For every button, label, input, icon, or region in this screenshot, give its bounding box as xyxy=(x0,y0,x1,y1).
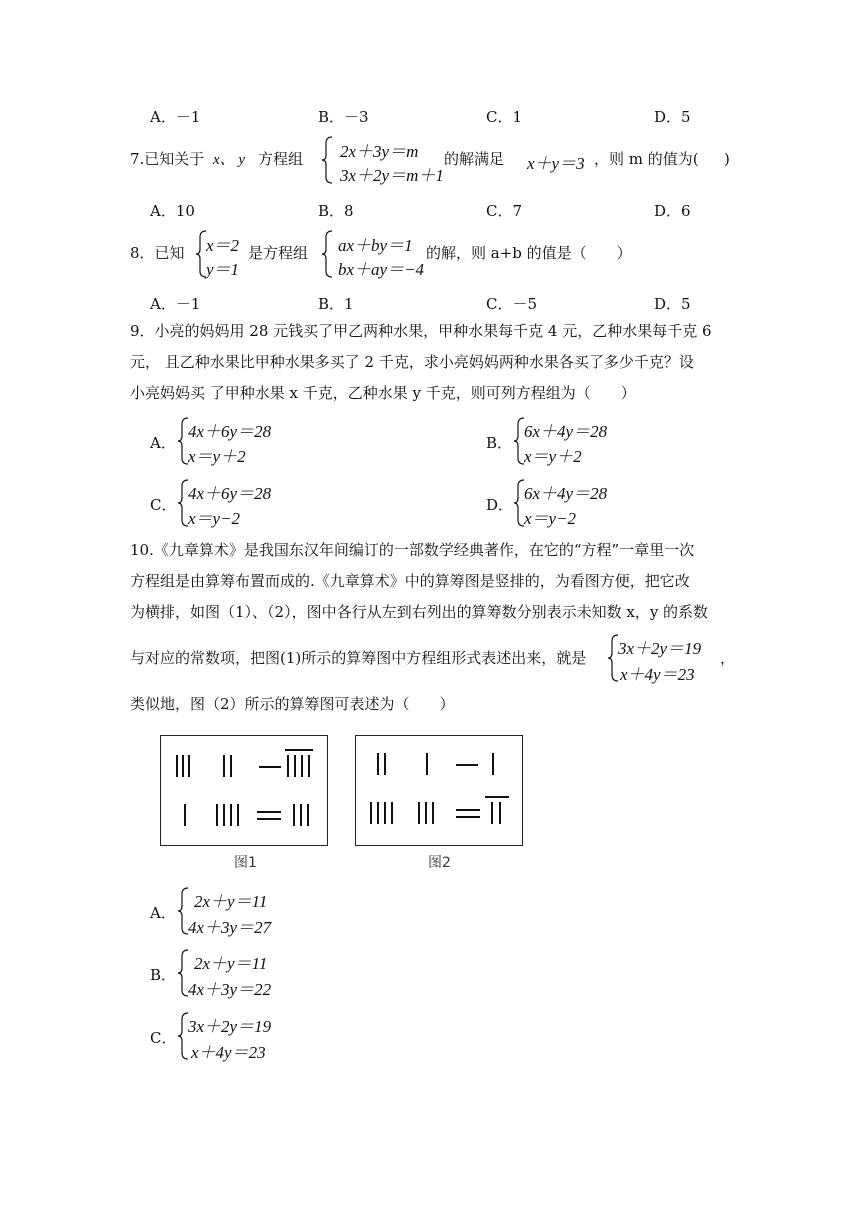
rod xyxy=(223,755,225,777)
rod xyxy=(432,802,434,824)
q8-solution-x: x＝2 xyxy=(206,236,240,255)
q8-suffix: 的解，则 a+b 的值是（ ） xyxy=(426,244,632,262)
q9-line-2: 元， 且乙种水果比甲种水果多买了 2 千克，求小亮妈妈两种水果各买了多少千克？设 xyxy=(130,353,694,371)
rod xyxy=(182,755,184,777)
rod xyxy=(293,804,295,826)
q9-option-c-label: C． xyxy=(150,496,177,514)
rod xyxy=(188,755,190,777)
q10-example-eq2: x＋4y＝23 xyxy=(620,665,695,684)
q9-option-c-eq1: 4x＋6y＝28 xyxy=(188,484,272,503)
q9-option-c-eq2: x＝y−2 xyxy=(188,509,241,528)
q9-option-b-eq1: 6x＋4y＝28 xyxy=(524,422,608,441)
q8-system-eq2: bx＋ay＝−4 xyxy=(338,260,425,279)
rod xyxy=(456,764,478,766)
q7-prefix: 7.已知关于 xyxy=(130,150,205,168)
q9-option-d-label: D． xyxy=(486,496,514,514)
rod xyxy=(259,766,281,768)
q6-option-a[interactable]: A．－1 xyxy=(150,108,201,126)
q10-line-4: 与对应的常数项，把图(1)所示的算筹图中方程组形式表述出来，就是 xyxy=(130,649,587,667)
q8-middle: 是方程组 xyxy=(248,244,309,262)
q7-system xyxy=(322,135,442,185)
q9-option-d-eq1: 6x＋4y＝28 xyxy=(524,484,608,503)
q7-option-a[interactable]: A．10 xyxy=(150,202,195,220)
q8-option-a[interactable]: A．－1 xyxy=(150,295,201,313)
q7-option-c[interactable]: C．7 xyxy=(486,202,523,220)
rod xyxy=(307,804,309,826)
rod xyxy=(216,804,218,826)
rod xyxy=(300,804,302,826)
q10-option-b-label: B． xyxy=(150,966,177,984)
q6-option-c[interactable]: C．1 xyxy=(486,108,523,126)
rod xyxy=(301,755,303,777)
rod xyxy=(294,755,296,777)
q10-line-3: 为横排，如图（1）、（2），图中各行从左到右列出的算筹数分别表示未知数 x，y 的系数 xyxy=(130,603,709,621)
brace-icon xyxy=(322,135,334,185)
rod xyxy=(425,802,427,824)
q7-option-b[interactable]: B．8 xyxy=(318,202,354,220)
q7-system-eq1: 2x＋3y＝m xyxy=(340,142,419,161)
q7-option-d[interactable]: D．6 xyxy=(654,202,691,220)
q7-vars: x、 y xyxy=(213,152,246,168)
rod xyxy=(237,804,239,826)
q10-option-b-eq2: 4x＋3y＝22 xyxy=(188,980,272,999)
rod xyxy=(308,755,310,777)
q6-option-d[interactable]: D．5 xyxy=(654,108,691,126)
q7-after: 的解满足 xyxy=(444,150,505,168)
q10-line-2: 方程组是由算筹布置而成的.《九章算术》中的算筹图是竖排的，为看图方便，把它改 xyxy=(130,572,690,590)
q10-line-5: 类似地，图（2）所示的算筹图可表述为（ ） xyxy=(130,695,455,713)
q10-line-1: 10.《九章算术》是我国东汉年间编订的一部数学经典著作，在它的“方程”一章里一次 xyxy=(130,541,695,559)
q7-system-eq2: 3x＋2y＝m＋1 xyxy=(340,166,444,185)
q8-system-eq1: ax＋by＝1 xyxy=(338,236,413,255)
q10-option-a-label: A． xyxy=(150,904,176,922)
rod xyxy=(491,802,493,824)
brace-icon xyxy=(322,229,334,279)
q9-option-d-eq2: x＝y−2 xyxy=(524,509,577,528)
q6-option-b[interactable]: B．－3 xyxy=(318,108,369,126)
rod xyxy=(176,755,178,777)
rod xyxy=(485,796,509,798)
q8-option-b[interactable]: B．1 xyxy=(318,295,354,313)
rod xyxy=(377,753,379,775)
rod xyxy=(384,802,386,824)
q7-suffix: ，则 m 的值为( xyxy=(594,150,699,168)
q8-option-c[interactable]: C．－5 xyxy=(486,295,538,313)
q8-solution xyxy=(196,229,256,279)
figure-2-counting-rods xyxy=(355,735,523,846)
rod xyxy=(285,749,313,751)
rod xyxy=(230,755,232,777)
q8-system xyxy=(322,229,432,279)
q7-paren-close: ) xyxy=(724,150,730,168)
rod xyxy=(456,816,480,818)
q8-prefix: 8．已知 xyxy=(130,244,185,262)
q10-option-c-eq1: 3x＋2y＝19 xyxy=(188,1017,272,1036)
q9-option-b-eq2: x＝y＋2 xyxy=(524,447,582,466)
rod xyxy=(377,802,379,824)
q9-line-1: 9．小亮的妈妈用 28 元钱买了甲乙两种水果，甲种水果每千克 4 元，乙种水果每千克 6 xyxy=(130,322,712,340)
rod xyxy=(391,802,393,824)
q10-option-b-eq1: 2x＋y＝11 xyxy=(194,954,268,973)
rod xyxy=(499,802,501,824)
q10-option-c-eq2: x＋4y＝23 xyxy=(191,1043,266,1062)
rod xyxy=(384,753,386,775)
figure-2-caption: 图2 xyxy=(428,855,451,871)
figure-1-caption: 图1 xyxy=(234,855,257,871)
rod xyxy=(426,753,428,775)
rod xyxy=(370,802,372,824)
q7-condition: x＋y＝3 xyxy=(527,154,585,173)
q9-option-a-eq2: x＝y＋2 xyxy=(188,447,246,466)
rod xyxy=(184,804,186,826)
figure-1-counting-rods xyxy=(160,735,328,846)
q8-solution-y: y＝1 xyxy=(206,260,240,279)
q7-middle: 方程组 xyxy=(258,150,304,168)
q9-option-a-eq1: 4x＋6y＝28 xyxy=(188,422,272,441)
rod xyxy=(418,802,420,824)
rod xyxy=(492,753,494,775)
q10-example-eq1: 3x＋2y＝19 xyxy=(618,639,702,658)
q9-option-b-label: B． xyxy=(486,434,513,452)
rod xyxy=(456,809,480,811)
q10-option-c-label: C． xyxy=(150,1029,177,1047)
q10-option-a-eq1: 2x＋y＝11 xyxy=(194,892,268,911)
rod xyxy=(257,818,281,820)
q9-line-3: 小亮妈妈买 了甲种水果 x 千克，乙种水果 y 千克，则可列方程组为（ ） xyxy=(130,384,636,402)
q8-option-d[interactable]: D．5 xyxy=(654,295,691,313)
q10-example-comma: ， xyxy=(720,649,736,667)
rod xyxy=(230,804,232,826)
rod xyxy=(287,755,289,777)
q10-example-system xyxy=(608,633,718,683)
rod xyxy=(223,804,225,826)
rod xyxy=(257,811,281,813)
q9-option-a-label: A． xyxy=(150,434,176,452)
q10-option-a-eq2: 4x＋3y＝27 xyxy=(188,918,272,937)
